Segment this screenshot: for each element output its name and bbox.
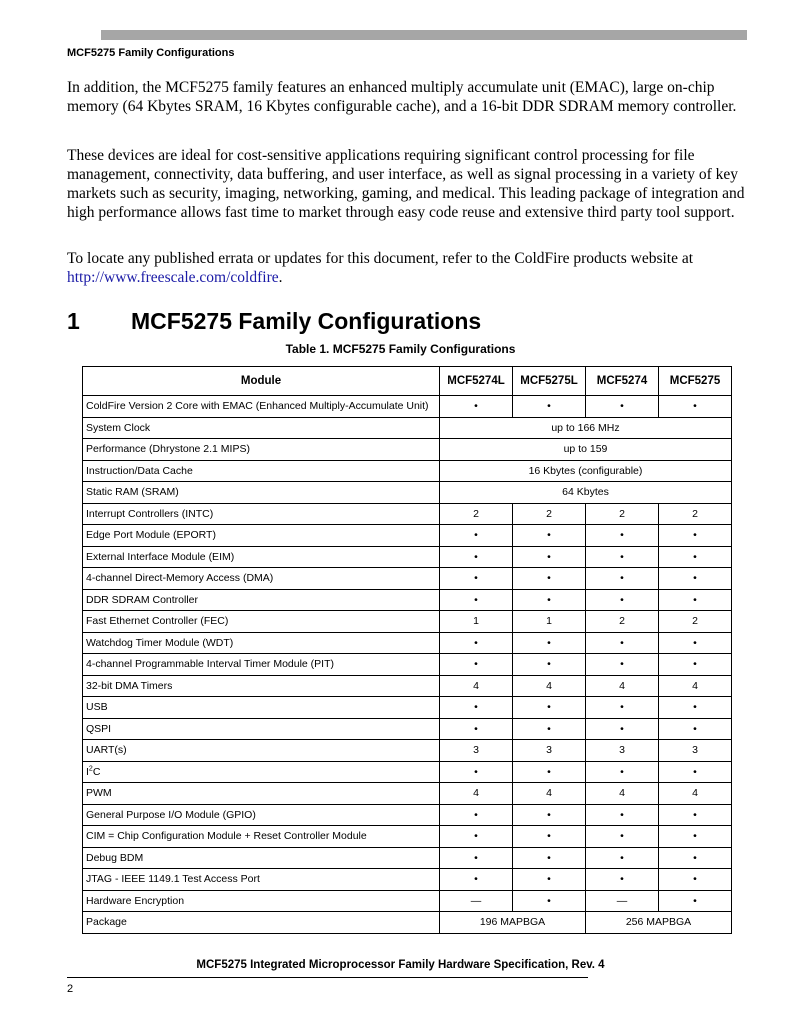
table-row bbox=[83, 869, 732, 891]
value-cell: • bbox=[513, 525, 586, 547]
table-caption: Table 1. MCF5275 Family Configurations bbox=[285, 342, 516, 356]
value-cell: • bbox=[586, 718, 659, 740]
value-cell: • bbox=[513, 697, 586, 719]
table-row bbox=[83, 546, 732, 568]
module-name-cell: Watchdog Timer Module (WDT) bbox=[83, 632, 440, 654]
value-cell: • bbox=[659, 525, 732, 547]
table-row bbox=[83, 912, 732, 934]
value-cell: • bbox=[586, 632, 659, 654]
value-cell: • bbox=[513, 804, 586, 826]
table-row bbox=[83, 396, 732, 418]
module-name-cell: 32-bit DMA Timers bbox=[83, 675, 440, 697]
table-row bbox=[83, 718, 732, 740]
table-row bbox=[83, 675, 732, 697]
value-cell: 2 bbox=[586, 503, 659, 525]
module-name-cell: USB bbox=[83, 697, 440, 719]
value-cell: • bbox=[586, 869, 659, 891]
module-name-cell: Package bbox=[83, 912, 440, 934]
table-row bbox=[83, 417, 732, 439]
value-cell: • bbox=[513, 568, 586, 590]
value-cell: • bbox=[659, 826, 732, 848]
module-name-cell: External Interface Module (EIM) bbox=[83, 546, 440, 568]
value-cell: 1 bbox=[440, 611, 513, 633]
value-cell: • bbox=[586, 826, 659, 848]
value-cell: 2 bbox=[513, 503, 586, 525]
value-cell: • bbox=[440, 869, 513, 891]
table-row bbox=[83, 783, 732, 805]
value-cell: • bbox=[440, 396, 513, 418]
table-row bbox=[83, 847, 732, 869]
value-cell: • bbox=[513, 654, 586, 676]
value-cell: • bbox=[586, 847, 659, 869]
value-cell: • bbox=[659, 697, 732, 719]
value-cell: • bbox=[586, 525, 659, 547]
value-cell: 4 bbox=[440, 675, 513, 697]
value-cell: 4 bbox=[440, 783, 513, 805]
value-cell: 3 bbox=[586, 740, 659, 762]
value-cell: • bbox=[586, 761, 659, 783]
spanned-value-cell: 64 Kbytes bbox=[440, 482, 732, 504]
table-row bbox=[83, 568, 732, 590]
value-cell: 2 bbox=[586, 611, 659, 633]
package-cell: 256 MAPBGA bbox=[586, 912, 732, 934]
value-cell: 4 bbox=[513, 783, 586, 805]
value-cell: • bbox=[513, 396, 586, 418]
value-cell: • bbox=[513, 847, 586, 869]
spanned-value-cell: 16 Kbytes (configurable) bbox=[440, 460, 732, 482]
value-cell: • bbox=[440, 654, 513, 676]
value-cell: 2 bbox=[659, 503, 732, 525]
value-cell: • bbox=[440, 546, 513, 568]
module-name-cell: PWM bbox=[83, 783, 440, 805]
value-cell: • bbox=[586, 589, 659, 611]
table-row bbox=[83, 460, 732, 482]
module-name-cell: 4-channel Programmable Interval Timer Module (PIT) bbox=[83, 654, 440, 676]
running-header: MCF5275 Family Configurations bbox=[67, 47, 235, 59]
spanned-value-cell: up to 159 bbox=[440, 439, 732, 461]
value-cell: 3 bbox=[513, 740, 586, 762]
table-row bbox=[83, 826, 732, 848]
value-cell: • bbox=[440, 632, 513, 654]
header-mcf5275l: MCF5275L bbox=[513, 367, 586, 396]
module-name-cell: CIM = Chip Configuration Module + Reset Controller Module bbox=[83, 826, 440, 848]
value-cell: • bbox=[586, 396, 659, 418]
table-row bbox=[83, 482, 732, 504]
value-cell: • bbox=[440, 525, 513, 547]
value-cell: • bbox=[659, 890, 732, 912]
module-name-cell: Performance (Dhrystone 2.1 MIPS) bbox=[83, 439, 440, 461]
value-cell: • bbox=[440, 718, 513, 740]
value-cell: • bbox=[440, 826, 513, 848]
value-cell: • bbox=[513, 718, 586, 740]
value-cell: 4 bbox=[586, 783, 659, 805]
module-name-cell: ColdFire Version 2 Core with EMAC (Enhanced Multiply-Accumulate Unit) bbox=[83, 396, 440, 418]
module-name-cell: 4-channel Direct-Memory Access (DMA) bbox=[83, 568, 440, 590]
module-name-cell: Debug BDM bbox=[83, 847, 440, 869]
value-cell: • bbox=[440, 847, 513, 869]
value-cell: • bbox=[659, 804, 732, 826]
table-row bbox=[83, 654, 732, 676]
value-cell: • bbox=[659, 396, 732, 418]
module-name-cell: Static RAM (SRAM) bbox=[83, 482, 440, 504]
header-bar bbox=[101, 30, 747, 40]
value-cell: • bbox=[513, 826, 586, 848]
header-mcf5275: MCF5275 bbox=[659, 367, 732, 396]
table-row bbox=[83, 589, 732, 611]
value-cell: • bbox=[659, 654, 732, 676]
value-cell: • bbox=[586, 546, 659, 568]
intro-paragraph-2: These devices are ideal for cost-sensitive applications requiring significant control processing for file management, connectivity, data buffering, and user interface, as well as signal processing in a variety of key markets such as security, imaging, networking, gaming, and medical. This leading package of integration and high performance allows fast time to market through easy code reuse and extensive third party tool support. bbox=[67, 147, 745, 221]
module-name-cell: Instruction/Data Cache bbox=[83, 460, 440, 482]
table-header-row bbox=[83, 367, 732, 396]
value-cell: • bbox=[440, 697, 513, 719]
value-cell: • bbox=[440, 568, 513, 590]
value-cell: • bbox=[513, 632, 586, 654]
value-cell: 4 bbox=[586, 675, 659, 697]
module-name-cell: Hardware Encryption bbox=[83, 890, 440, 912]
value-cell: • bbox=[586, 804, 659, 826]
value-cell: — bbox=[440, 890, 513, 912]
table-row bbox=[83, 439, 732, 461]
value-cell: 3 bbox=[440, 740, 513, 762]
module-name-cell: UART(s) bbox=[83, 740, 440, 762]
value-cell: • bbox=[440, 761, 513, 783]
module-name-cell: Fast Ethernet Controller (FEC) bbox=[83, 611, 440, 633]
value-cell: • bbox=[513, 869, 586, 891]
footer-title: MCF5275 Integrated Microprocessor Family Hardware Specification, Rev. 4 bbox=[196, 959, 605, 971]
value-cell: • bbox=[513, 546, 586, 568]
table-row bbox=[83, 804, 732, 826]
value-cell: • bbox=[659, 546, 732, 568]
value-cell: • bbox=[659, 718, 732, 740]
table-row bbox=[83, 632, 732, 654]
value-cell: 3 bbox=[659, 740, 732, 762]
header-module: Module bbox=[83, 367, 440, 396]
errata-period: . bbox=[278, 269, 283, 286]
value-cell: • bbox=[659, 568, 732, 590]
value-cell: — bbox=[586, 890, 659, 912]
value-cell: • bbox=[659, 761, 732, 783]
value-cell: • bbox=[586, 654, 659, 676]
spanned-value-cell: up to 166 MHz bbox=[440, 417, 732, 439]
value-cell: • bbox=[513, 589, 586, 611]
module-name-cell: General Purpose I/O Module (GPIO) bbox=[83, 804, 440, 826]
module-name-cell: DDR SDRAM Controller bbox=[83, 589, 440, 611]
table-row bbox=[83, 611, 732, 633]
module-name-cell: Edge Port Module (EPORT) bbox=[83, 525, 440, 547]
table-row bbox=[83, 503, 732, 525]
errata-text: To locate any published errata or updates for this document, refer to the ColdFire products website at bbox=[67, 250, 694, 267]
page-number: 2 bbox=[67, 983, 74, 995]
value-cell: • bbox=[659, 632, 732, 654]
section-title: MCF5275 Family Configurations bbox=[131, 308, 482, 334]
intro-paragraph-1: In addition, the MCF5275 family features an enhanced multiply accumulate unit (EMAC), large on-chip memory (64 Kbytes SRAM, 16 Kbytes configurable cache), and a 16-bit DDR SDRAM memory controller. bbox=[67, 79, 737, 115]
value-cell: • bbox=[659, 869, 732, 891]
value-cell: • bbox=[659, 847, 732, 869]
module-name-cell: QSPI bbox=[83, 718, 440, 740]
header-mcf5274: MCF5274 bbox=[586, 367, 659, 396]
section-number: 1 bbox=[67, 308, 80, 334]
value-cell: 4 bbox=[659, 783, 732, 805]
value-cell: • bbox=[586, 697, 659, 719]
module-name-cell: $I^2C$ bbox=[83, 761, 440, 783]
value-cell: 4 bbox=[513, 675, 586, 697]
table-row bbox=[83, 740, 732, 762]
value-cell: 1 bbox=[513, 611, 586, 633]
value-cell: • bbox=[513, 761, 586, 783]
value-cell: • bbox=[440, 589, 513, 611]
coldfire-website-link[interactable]: http://www.freescale.com/coldfire bbox=[67, 269, 279, 286]
value-cell: 2 bbox=[659, 611, 732, 633]
module-name-cell: System Clock bbox=[83, 417, 440, 439]
table-row bbox=[83, 697, 732, 719]
value-cell: 2 bbox=[440, 503, 513, 525]
value-cell: 4 bbox=[659, 675, 732, 697]
value-cell: • bbox=[586, 568, 659, 590]
package-cell: 196 MAPBGA bbox=[440, 912, 586, 934]
module-name-cell: JTAG - IEEE 1149.1 Test Access Port bbox=[83, 869, 440, 891]
header-mcf5274l: MCF5274L bbox=[440, 367, 513, 396]
intro-paragraph-3 bbox=[67, 249, 752, 287]
footer-rule bbox=[67, 977, 588, 978]
module-name-cell: Interrupt Controllers (INTC) bbox=[83, 503, 440, 525]
table-row bbox=[83, 525, 732, 547]
family-configurations-table bbox=[82, 366, 732, 934]
value-cell: • bbox=[513, 890, 586, 912]
table-row bbox=[83, 761, 732, 783]
value-cell: • bbox=[440, 804, 513, 826]
value-cell: • bbox=[659, 589, 732, 611]
table-row bbox=[83, 890, 732, 912]
